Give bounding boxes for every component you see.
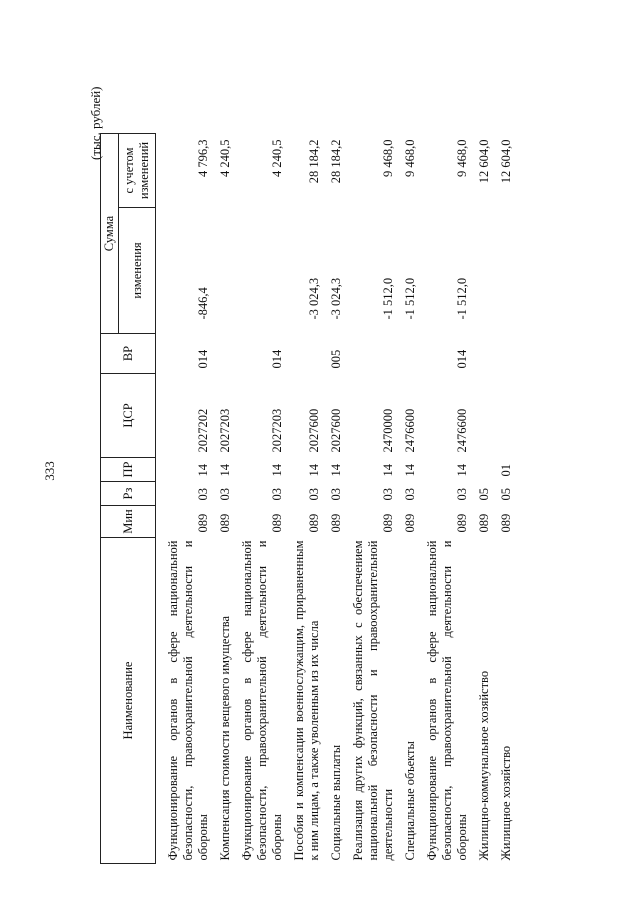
row-rz: 03 [329,488,343,501]
row-rz: 03 [270,488,284,501]
units-label: (тыс. рублей) [88,86,103,160]
row-min: 089 [477,513,491,533]
row-csr [498,374,520,458]
row-change [239,208,291,334]
table-row [239,134,291,864]
row-min: 089 [270,513,284,533]
row-change: -846,4 [196,287,210,320]
row-rz: 03 [307,488,321,501]
row-pr: 14 [403,464,417,477]
row-change [498,208,520,334]
row-vr [476,334,498,374]
row-name: Специальные объекты [403,741,417,861]
table-row [291,134,328,864]
row-change: -3 024,3 [307,277,321,320]
row-csr: 2470000 [381,408,395,453]
row-csr: 2027202 [196,408,210,453]
row-rz: 03 [381,488,395,501]
row-change: -3 024,3 [329,277,343,320]
row-total: 28 184,2 [329,139,343,184]
header-sum: Сумма [101,134,119,334]
header-with-change: с учетом изменений [119,134,156,208]
row-name: Социальные выплаты [329,744,343,861]
row-vr: 005 [329,349,343,369]
row-total: 9 468,0 [403,139,417,177]
row-rz: 05 [499,488,513,501]
header-min: Мин [101,506,156,538]
row-csr: 2027600 [329,408,343,453]
table-row [498,134,520,864]
row-change: -1 512,0 [455,277,469,320]
row-name: Функционирование органов в сфере национальной безопасности, правоохранительной деятельности и обороны [166,540,210,861]
table-row [156,134,218,864]
row-total: 4 796,3 [196,139,210,177]
row-pr: 14 [381,464,395,477]
row-vr [291,334,328,374]
row-min: 089 [218,513,232,533]
row-csr: 2027203 [218,408,232,453]
row-pr: 14 [218,464,232,477]
row-vr [350,334,402,374]
row-pr: 14 [270,464,284,477]
row-csr: 2476600 [455,408,469,453]
row-total: 28 184,2 [307,139,321,184]
row-total: 9 468,0 [455,139,469,177]
table-row [402,134,424,864]
row-pr: 14 [307,464,321,477]
row-min: 089 [499,513,513,533]
row-pr: 14 [329,464,343,477]
row-name: Пособия и компенсации военнослужащим, приравненным к ним лицам, а также уволенным из их числа [292,540,321,861]
header-rz: Рз [101,482,156,506]
row-vr: 014 [196,349,210,369]
row-rz: 03 [196,488,210,501]
table-row [217,134,239,864]
header-csr: ЦСР [101,374,156,458]
header-vr: ВР [101,334,156,374]
row-csr: 2027203 [270,408,284,453]
row-vr: 014 [270,349,284,369]
row-total: 4 240,5 [218,139,232,177]
budget-table [100,133,520,864]
row-csr [476,374,498,458]
row-name: Жилищное хозяйство [499,745,513,861]
row-min: 089 [403,513,417,533]
row-vr: 014 [455,349,469,369]
row-vr [217,334,239,374]
row-name: Функционирование органов в сфере национальной безопасности, правоохранительной деятельности и обороны [425,540,469,861]
table-row [328,134,350,864]
header-change: изменения [119,208,156,334]
row-name: Жилищно-коммунальное хозяйство [477,670,491,861]
row-change: -1 512,0 [403,277,417,320]
row-csr: 2027600 [307,408,321,453]
row-rz: 03 [455,488,469,501]
row-pr: 14 [196,464,210,477]
row-min: 089 [381,513,395,533]
row-vr [498,334,520,374]
row-min: 089 [455,513,469,533]
row-total: 4 240,5 [270,139,284,177]
row-change [217,208,239,334]
row-min: 089 [307,513,321,533]
row-change: -1 512,0 [381,277,395,320]
row-name: Компенсация стоимости вещевого имущества [218,615,232,861]
row-vr [402,334,424,374]
row-pr: 14 [455,464,469,477]
row-rz: 03 [403,488,417,501]
table-row [350,134,402,864]
header-pr: ПР [101,458,156,482]
header-name: Наименование [101,538,156,864]
table-row [476,134,498,864]
row-csr: 2476600 [403,408,417,453]
row-min: 089 [196,513,210,533]
row-total: 12 604,0 [477,139,491,184]
page-number: 333 [42,461,57,481]
row-total: 12 604,0 [499,139,513,184]
table-row [424,134,476,864]
row-min: 089 [329,513,343,533]
row-rz: 05 [477,488,491,501]
row-pr: 01 [499,464,513,477]
row-name: Реализация других функций, связанных с обеспечением национальной безопасности и правоохранительной деятельности [351,540,395,861]
row-name: Функционирование органов в сфере национальной безопасности, правоохранительной деятельности и обороны [240,540,284,861]
row-pr [476,458,498,482]
row-rz: 03 [218,488,232,501]
row-change [476,208,498,334]
row-total: 9 468,0 [381,139,395,177]
